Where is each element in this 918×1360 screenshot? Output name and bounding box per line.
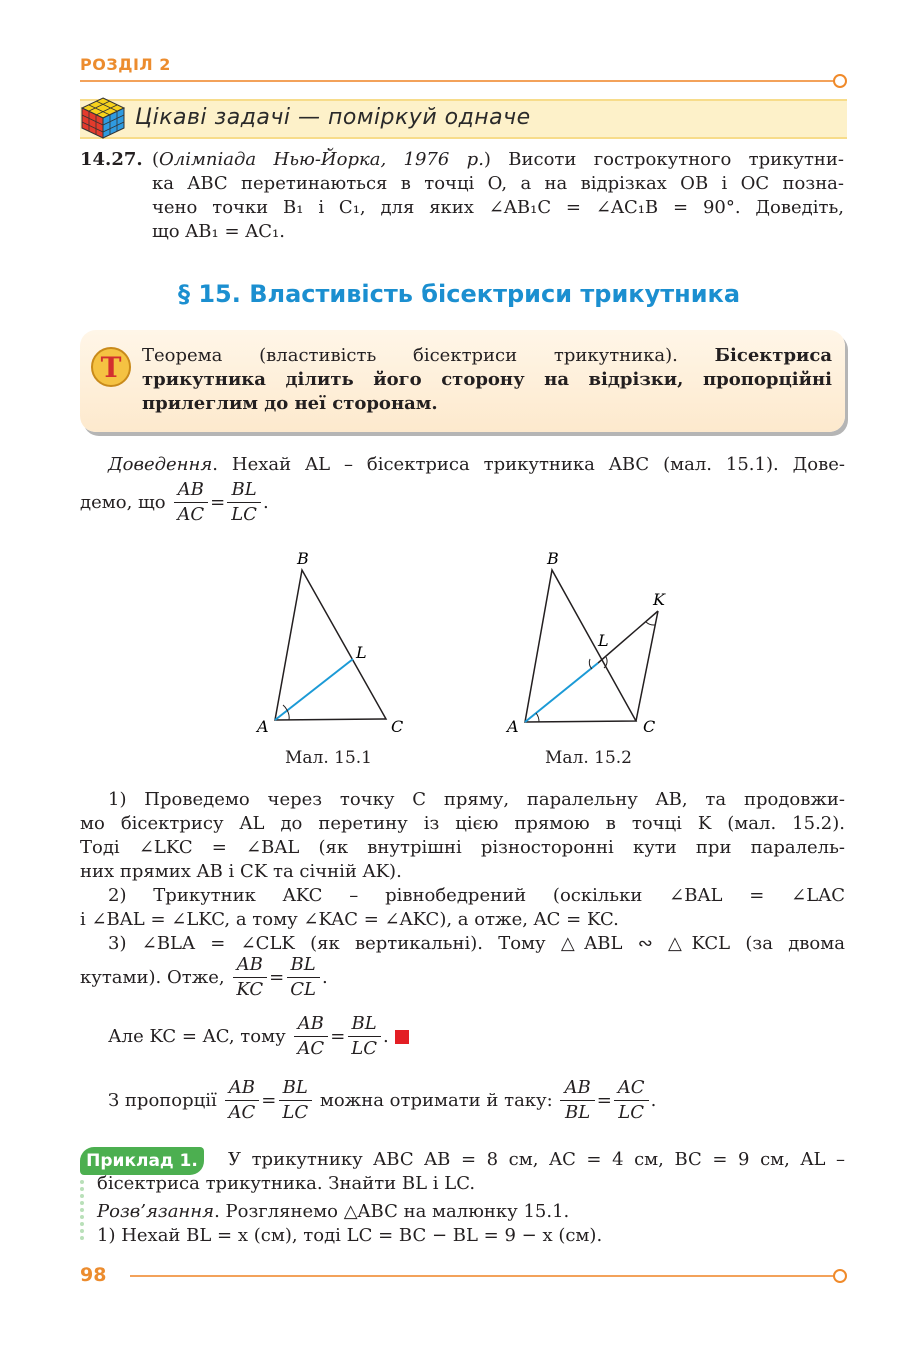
fraction-denominator: AC bbox=[297, 1038, 325, 1059]
theorem-icon bbox=[90, 346, 132, 388]
triangle-abc bbox=[525, 570, 636, 722]
footer-rule bbox=[130, 1275, 835, 1277]
fraction bbox=[278, 1076, 312, 1125]
problem-number: 14.27. bbox=[80, 149, 143, 170]
step3-line2: кутами). Отже, bbox=[80, 966, 225, 988]
problem-line1: ) Висоти гострокутного трикутни- bbox=[483, 149, 844, 170]
fraction-denominator: BL bbox=[564, 1102, 591, 1123]
fraction-denominator: KC bbox=[236, 979, 264, 1000]
fraction-numerator: AB bbox=[294, 1012, 328, 1037]
proof-label: Доведення bbox=[108, 454, 213, 475]
step3-conclusion: кутами). Отже, $\frac{AB}{KC}$ = $\frac{BL}{CL}$ . bbox=[80, 954, 328, 1000]
vertex-a-label: A bbox=[257, 717, 269, 736]
step2-line2: і ∠BAL = ∠LKC, а тому ∠KAC = ∠AKC), а отже, AC = KC. bbox=[80, 909, 619, 930]
vertex-c-label: C bbox=[643, 717, 656, 736]
fraction bbox=[224, 1076, 259, 1125]
fraction-numerator: BL bbox=[348, 1012, 381, 1037]
point-k-label: K bbox=[653, 590, 665, 609]
fraction-denominator: CL bbox=[290, 979, 316, 1000]
angle-arc bbox=[604, 657, 607, 668]
figure-15-1 bbox=[245, 545, 415, 740]
fraction bbox=[227, 478, 261, 527]
theorem-text bbox=[142, 344, 832, 416]
fraction bbox=[232, 953, 267, 1002]
header-rule-end-icon bbox=[833, 74, 847, 88]
angle-arc bbox=[536, 713, 539, 722]
problem-text bbox=[152, 148, 844, 244]
point-l-label: L bbox=[598, 631, 609, 650]
vertex-b-label: B bbox=[547, 549, 559, 568]
point-l-label: L bbox=[356, 643, 367, 662]
proportion-text1: З пропорції bbox=[108, 1089, 217, 1111]
fraction-denominator: LC bbox=[231, 504, 257, 525]
fraction-denominator: AC bbox=[177, 504, 205, 525]
fraction bbox=[293, 1012, 328, 1061]
proof-steps bbox=[80, 788, 845, 956]
theorem-lead: Теорема (властивість бісектриси трикутника). bbox=[142, 345, 678, 366]
example-dots bbox=[80, 1180, 84, 1243]
bisector-al bbox=[275, 659, 353, 720]
fraction bbox=[614, 1076, 649, 1125]
vertex-b-label: B bbox=[297, 549, 309, 568]
example-line1: У трикутнику ABC AB = 8 см, AC = 4 см, BC = 9 см, AL – bbox=[228, 1149, 845, 1170]
fraction-numerator: AB bbox=[560, 1076, 594, 1101]
problem-line2: ка ABC перетинаються в точці O, а на відрізках OB і OC позна- bbox=[152, 173, 844, 194]
fraction-numerator: BL bbox=[279, 1076, 312, 1101]
solution-step1: 1) Нехай BL = x (см), тоді LC = BC − BL = 9 − x (см). bbox=[97, 1225, 603, 1246]
angle-arc bbox=[646, 622, 655, 625]
step1-line4: них прямих AB і CK та січній AK). bbox=[80, 861, 402, 882]
step1-line3: Тоді ∠LKC = ∠BAL (як внутрішні різносторонні кути при паралель- bbox=[80, 837, 845, 858]
proof-claim-text: демо, що bbox=[80, 491, 166, 513]
solution-label: Розв’язання bbox=[97, 1201, 215, 1222]
rubiks-cube-icon bbox=[80, 96, 126, 140]
fraction bbox=[560, 1076, 594, 1125]
step3-line1: 3) ∠BLA = ∠CLK (як вертикальні). Тому △ABL ∾ △KCL (за двома bbox=[108, 933, 845, 954]
proportion-text2: можна отримати й таку: bbox=[319, 1089, 553, 1111]
fraction-numerator: BL bbox=[227, 478, 260, 503]
problem-source: Олімпіада Нью-Йорка, 1976 р. bbox=[159, 149, 484, 170]
footer-rule-end-icon bbox=[833, 1269, 847, 1283]
header-rule bbox=[80, 80, 835, 82]
fraction-numerator: AC bbox=[614, 1076, 649, 1101]
step2-line1: 2) Трикутник AKC – рівнобедрений (оскільки ∠BAL = ∠LAC bbox=[108, 885, 845, 906]
fraction-denominator: LC bbox=[282, 1102, 309, 1123]
problem-paren-open: ( bbox=[152, 149, 160, 170]
figure-15-2-caption: Мал. 15.2 bbox=[545, 748, 633, 768]
theorem-statement: Бісектриса трикутника ділить його сторону на відрізки, пропорційні прилеглим до неї сторонам. bbox=[142, 345, 832, 414]
example-text bbox=[97, 1148, 845, 1248]
fraction-numerator: AB bbox=[233, 953, 267, 978]
step1-line2: мо бісектрису AL до перетину із цією прямою в точці K (мал. 15.2). bbox=[80, 813, 845, 834]
proof-intro bbox=[108, 453, 845, 477]
example-line2: бісектриса трикутника. Знайти BL і LC. bbox=[97, 1173, 476, 1194]
banner-title: Цікаві задачі — поміркуй одначе bbox=[135, 105, 531, 130]
proof-intro-rest: . Нехай AL – бісектриса трикутника ABC (мал. 15.1). Дове- bbox=[212, 454, 845, 475]
fraction bbox=[347, 1012, 381, 1061]
example-badge: Приклад 1. bbox=[80, 1147, 204, 1175]
section-title: § 15. Властивість бісектриси трикутника bbox=[177, 280, 741, 308]
proportion-line: З пропорції $\frac{AB}{AC}$ = $\frac{BL}{LC}$ можна отримати й таку: $\frac{AB}{BL}$ = $\frac{AC}{LC}$ . bbox=[108, 1077, 657, 1123]
figure-15-2 bbox=[495, 545, 685, 740]
chapter-label: РОЗДІЛ 2 bbox=[80, 55, 171, 74]
angle-arc bbox=[287, 710, 289, 720]
fraction-denominator: AC bbox=[228, 1102, 256, 1123]
triangle-abc bbox=[275, 570, 386, 720]
figure-15-1-caption: Мал. 15.1 bbox=[285, 748, 373, 768]
conclusion-text: Але KC = AC, тому bbox=[108, 1025, 286, 1047]
fraction-denominator: LC bbox=[351, 1038, 378, 1059]
angle-arc bbox=[283, 705, 287, 710]
fraction-numerator: AB bbox=[174, 478, 208, 503]
fraction bbox=[286, 953, 320, 1002]
fraction-numerator: BL bbox=[287, 953, 320, 978]
fraction bbox=[173, 478, 208, 527]
vertex-c-label: C bbox=[391, 717, 404, 736]
proof-claim: демо, що $\frac{AB}{AC}$ = $\frac{BL}{LC}$ . bbox=[80, 479, 269, 525]
fraction-numerator: AB bbox=[225, 1076, 259, 1101]
end-of-proof-icon bbox=[395, 1030, 409, 1044]
page-number: 98 bbox=[80, 1264, 107, 1286]
fraction-denominator: LC bbox=[618, 1102, 645, 1123]
problem-line3: чено точки B₁ і C₁, для яких ∠AB₁C = ∠AC₁B = 90°. Доведіть, bbox=[152, 197, 844, 218]
problem-line4: що AB₁ = AC₁. bbox=[152, 221, 285, 242]
vertex-a-label: A bbox=[507, 717, 519, 736]
proof-conclusion: Але KC = AC, тому $\frac{AB}{AC}$ = $\frac{BL}{LC}$ . bbox=[108, 1012, 409, 1061]
solution-intro: . Розглянемо △ABC на малюнку 15.1. bbox=[214, 1201, 570, 1222]
step1-line1: 1) Проведемо через точку C пряму, паралельну AB, та продовжи- bbox=[108, 789, 845, 810]
theorem-icon-letter: T bbox=[100, 351, 122, 384]
